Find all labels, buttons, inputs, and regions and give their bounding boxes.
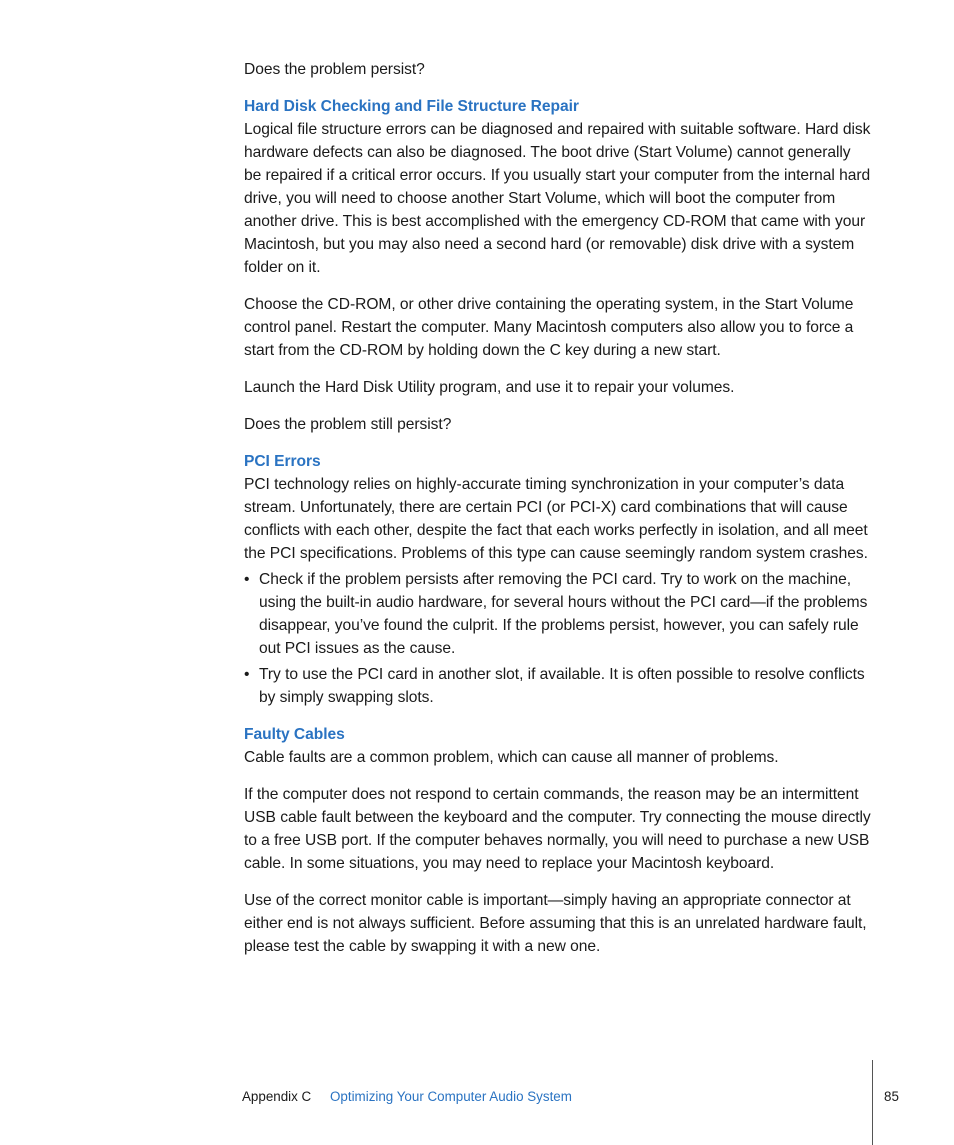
footer-chapter-title: Optimizing Your Computer Audio System bbox=[330, 1089, 572, 1104]
bullet-icon: • bbox=[244, 571, 250, 588]
section-heading-faulty-cables: Faulty Cables bbox=[244, 726, 345, 743]
paragraph: Cable faults are a common problem, which can cause all manner of problems. bbox=[244, 749, 779, 766]
paragraph: Use of the correct monitor cable is important—simply having an appropriate connector at either end is not always sufficient. Before assuming that this is an unrelated hardware fault, please test the cable by swapping it with a new one. bbox=[244, 892, 867, 955]
paragraph: Choose the CD-ROM, or other drive containing the operating system, in the Start Volume control panel. Restart the computer. Many Macintosh computers also allow you to force a start from the CD-ROM by holding down the C key during a new start. bbox=[244, 296, 854, 359]
page-footer bbox=[0, 1085, 954, 1109]
list-item-text: Check if the problem persists after removing the PCI card. Try to work on the machine, using the built-in audio hardware, for several hours without the PCI card—if the problems disappear, you’ve found the culprit. If the problems persist, however, you can safely rule out PCI issues as the cause. bbox=[259, 571, 868, 657]
footer-divider bbox=[872, 1060, 873, 1145]
section-heading-pci-errors: PCI Errors bbox=[244, 453, 321, 470]
paragraph: Does the problem persist? bbox=[244, 61, 425, 78]
bullet-list bbox=[244, 568, 872, 709]
bullet-icon: • bbox=[244, 666, 250, 683]
list-item-text: Try to use the PCI card in another slot, if available. It is often possible to resolve conflicts by simply swapping slots. bbox=[259, 666, 865, 706]
paragraph: Logical file structure errors can be diagnosed and repaired with suitable software. Hard disk hardware defects can also be diagnosed. The boot drive (Start Volume) cannot generally be repaired if a critical error occurs. If you usually start your computer from the internal hard drive, you will need to choose another Start Volume, which will boot the computer from another drive. This is best accomplished with the emergency CD-ROM that came with your Macintosh, but you may also need a second hard (or removable) disk drive with a system folder on it. bbox=[244, 121, 871, 276]
paragraph: Launch the Hard Disk Utility program, and use it to repair your volumes. bbox=[244, 379, 735, 396]
page-body bbox=[244, 58, 872, 972]
paragraph: Does the problem still persist? bbox=[244, 416, 452, 433]
page-number: 85 bbox=[884, 1089, 899, 1104]
paragraph: PCI technology relies on highly-accurate timing synchronization in your computer’s data stream. Unfortunately, there are certain PCI (or PCI-X) card combinations that will cause conflicts with each other, despite the fact that each works perfectly in isolation, and all meet the PCI specifications. Problems of this type can cause seemingly random system crashes. bbox=[244, 476, 868, 562]
list-item bbox=[244, 663, 872, 709]
list-item bbox=[244, 568, 872, 660]
footer-appendix-label: Appendix C bbox=[242, 1089, 312, 1104]
section-heading-hard-disk: Hard Disk Checking and File Structure Repair bbox=[244, 98, 579, 115]
paragraph: If the computer does not respond to certain commands, the reason may be an intermittent USB cable fault between the keyboard and the computer. Try connecting the mouse directly to a free USB port. If the computer behaves normally, you will need to purchase a new USB cable. In some situations, you may need to replace your Macintosh keyboard. bbox=[244, 786, 871, 872]
